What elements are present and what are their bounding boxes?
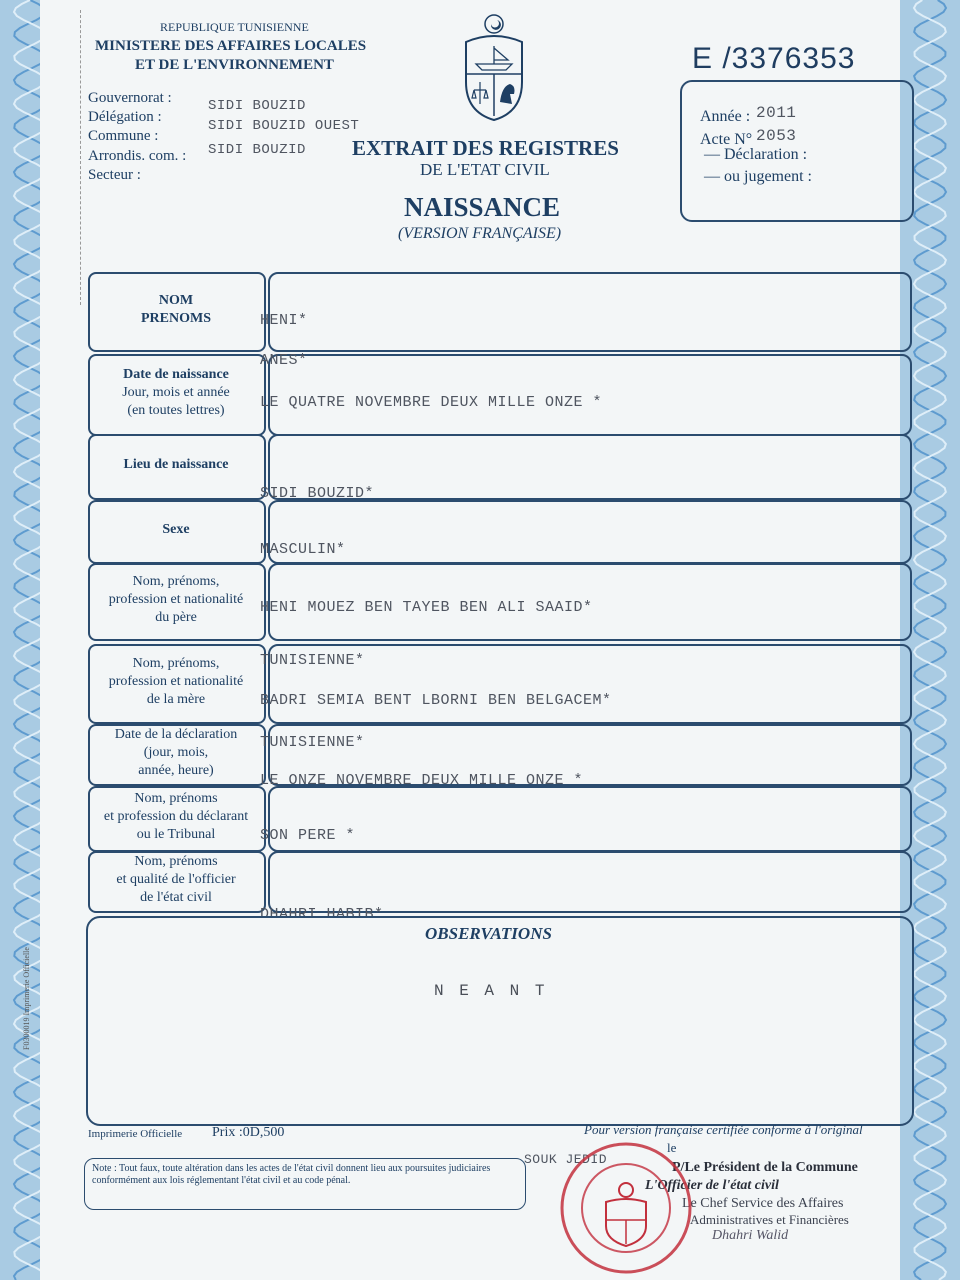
official-stamp xyxy=(558,1140,694,1276)
commune-label: Commune : xyxy=(88,128,159,144)
gouvernorat-label: Gouvernorat : xyxy=(88,90,172,106)
row-label-text: NOM xyxy=(158,293,194,308)
row-value-box xyxy=(268,644,912,724)
certification-le: le xyxy=(667,1140,677,1155)
row-label-text: (en toutes lettres) xyxy=(127,403,225,418)
value-lieu: SIDI BOUZID* xyxy=(260,485,375,502)
acte-value: 2053 xyxy=(756,127,797,145)
row-label-text: Date de naissance xyxy=(123,367,229,382)
value-date-naissance: LE QUATRE NOVEMBRE DEUX MILLE ONZE * xyxy=(260,394,603,411)
serial-number: E /3376353 xyxy=(692,42,856,75)
declaration-label: — Déclaration : xyxy=(704,146,808,163)
arrondis-label: Arrondis. com. : xyxy=(88,148,187,164)
value-pere: HENI MOUEZ BEN TAYEB BEN ALI SAAID* xyxy=(260,599,593,616)
chef-service-line: Le Chef Service des Affaires xyxy=(682,1196,844,1211)
title-etat-civil: DE L'ETAT CIVIL xyxy=(420,160,550,179)
observations-box xyxy=(86,916,914,1126)
signature-name: Dhahri Walid xyxy=(712,1228,789,1243)
side-print-code: F0300019 Imprimerie Officielle xyxy=(22,947,31,1050)
value-date-declaration: LE ONZE NOVEMBRE DEUX MILLE ONZE * xyxy=(260,772,584,789)
arrondis-value: SIDI BOUZID xyxy=(208,142,306,158)
value-nom: HENI* xyxy=(260,312,308,329)
row-label-text: PRENOMS xyxy=(141,311,211,326)
value-mere: BADRI SEMIA BENT LBORNI BEN BELGACEM* xyxy=(260,692,612,709)
row-label-text: Lieu de naissance xyxy=(123,457,229,472)
value-pere-nationalite: TUNISIENNE* xyxy=(260,652,365,669)
acte-label: Acte N° xyxy=(700,131,753,148)
coat-of-arms-icon xyxy=(458,12,530,124)
row-label-text: ou le Tribunal xyxy=(136,827,216,842)
margin-fold xyxy=(80,10,82,305)
row-label-text: Jour, mois et année xyxy=(122,385,230,400)
row-label-text: Nom, prénoms, xyxy=(132,574,220,589)
value-prenom: ANES* xyxy=(260,352,308,369)
row-value-box xyxy=(268,786,912,852)
row-label-text: et qualité de l'officier xyxy=(116,872,236,887)
annee-label: Année : xyxy=(700,108,751,125)
delegation-value: SIDI BOUZID OUEST xyxy=(208,118,360,134)
certification-text: Pour version française certifiée conforme à l'original xyxy=(584,1122,863,1137)
ministry-line-1: MINISTERE DES AFFAIRES LOCALES xyxy=(95,38,367,54)
delegation-label: Délégation : xyxy=(88,109,162,125)
row-label-text: Sexe xyxy=(162,522,190,537)
souk-jedid-value: SOUK JEDID xyxy=(524,1152,608,1167)
title-extrait: EXTRAIT DES REGISTRES xyxy=(352,136,619,160)
value-officier: DHAHRI HABIB* xyxy=(260,906,384,923)
prix-label: Prix :0D,500 xyxy=(212,1125,285,1140)
value-sexe: MASCULIN* xyxy=(260,541,346,558)
row-label-text: Nom, prénoms xyxy=(134,791,218,806)
row-label-text: Date de la déclaration xyxy=(114,727,238,742)
row-label-text: profession et nationalité xyxy=(108,674,244,689)
observations-title: OBSERVATIONS xyxy=(425,924,552,943)
republic-title: REPUBLIQUE TUNISIENNE xyxy=(160,20,309,34)
row-label-text: profession et nationalité xyxy=(108,592,244,607)
row-label-text: et profession du déclarant xyxy=(103,809,249,824)
observations-value: N E A N T xyxy=(434,982,548,1000)
legal-note: Note : Tout faux, toute altération dans les actes de l'état civil donnent lieu aux poursuites judiciaires conformément aux lois réglementant l'état civil et au code pénal. xyxy=(92,1163,491,1186)
annee-value: 2011 xyxy=(756,104,797,122)
row-label-text: de la mère xyxy=(146,692,206,707)
title-naissance: NAISSANCE xyxy=(404,192,561,222)
row-label-text: Nom, prénoms xyxy=(134,854,218,869)
ministry-line-2: ET DE L'ENVIRONNEMENT xyxy=(135,57,334,73)
row-value-box xyxy=(268,272,912,352)
row-value-box xyxy=(268,851,912,913)
title-version: (VERSION FRANÇAISE) xyxy=(398,225,562,242)
officier-line: L'Officier de l'état civil xyxy=(645,1178,779,1193)
admin-line: Administratives et Financières xyxy=(690,1212,849,1227)
value-declarant: SON PERE * xyxy=(260,827,356,844)
secteur-label: Secteur : xyxy=(88,167,141,183)
imprimerie-label: Imprimerie Officielle xyxy=(88,1128,183,1140)
gouvernorat-value: SIDI BOUZID xyxy=(208,98,306,114)
row-label-text: du père xyxy=(155,610,197,625)
row-label-text: (jour, mois, xyxy=(143,745,209,760)
jugement-label: — ou jugement : xyxy=(704,168,812,185)
president-line: P/Le Président de la Commune xyxy=(672,1160,858,1175)
row-label-text: Nom, prénoms, xyxy=(132,656,220,671)
row-label-text: de l'état civil xyxy=(140,890,212,905)
value-mere-nationalite: TUNISIENNE* xyxy=(260,734,365,751)
row-value-box xyxy=(268,500,912,564)
row-label-text: année, heure) xyxy=(138,763,214,778)
